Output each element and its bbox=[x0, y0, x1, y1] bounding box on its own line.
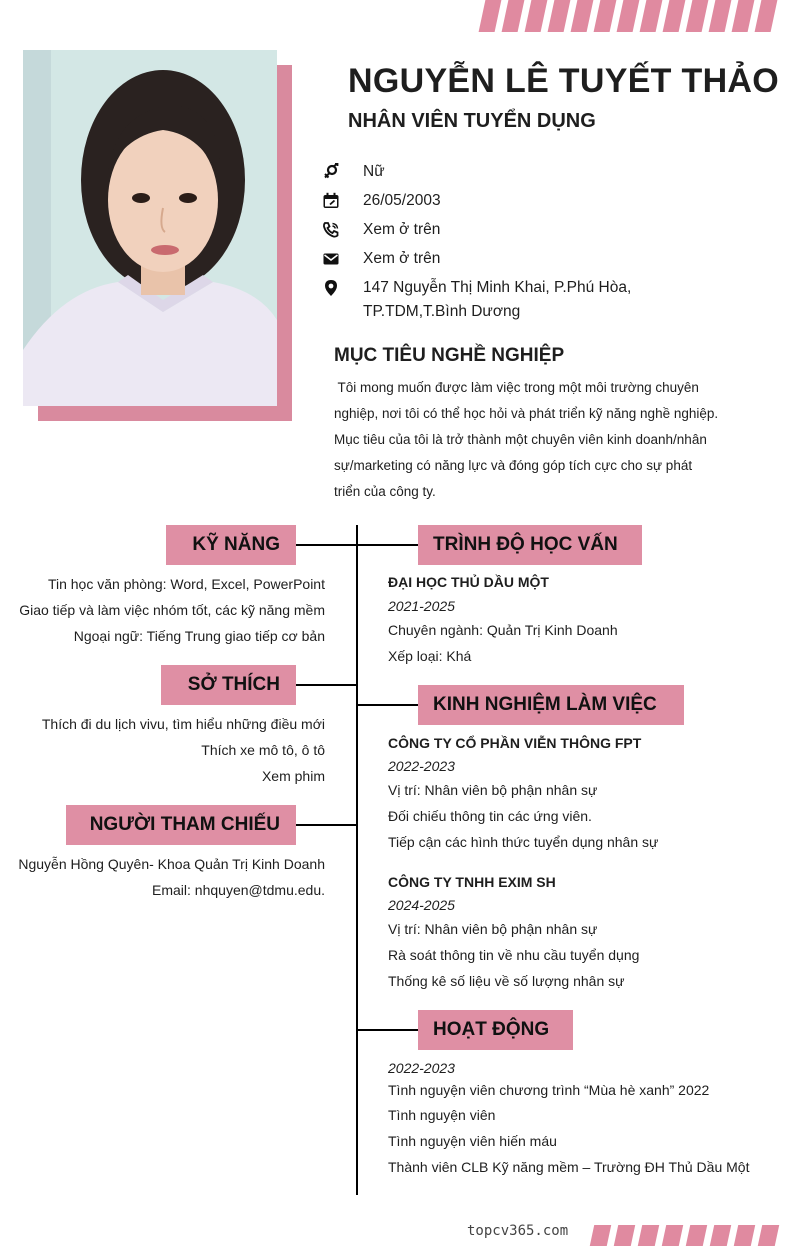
gender-icon bbox=[322, 163, 340, 181]
timeline-spine bbox=[356, 525, 358, 1195]
activities-heading: HOẠT ĐỘNG bbox=[418, 1010, 573, 1050]
job-title: NHÂN VIÊN TUYỂN DỤNG bbox=[348, 110, 596, 132]
job-detail: Thống kê số liệu về số lượng nhân sự bbox=[388, 973, 625, 989]
email-row bbox=[322, 250, 440, 271]
timeline-connector bbox=[357, 704, 418, 706]
objective-line: triển của công ty. bbox=[334, 484, 436, 499]
education-heading: TRÌNH ĐỘ HỌC VẤN bbox=[418, 525, 642, 565]
objective-text bbox=[334, 375, 734, 505]
skill-item: Ngoại ngữ: Tiếng Trung giao tiếp cơ bản bbox=[73, 628, 325, 644]
address-line-1: 147 Nguyễn Thị Minh Khai, P.Phú Hòa, bbox=[363, 279, 632, 296]
hobby-item: Thích đi du lịch vivu, tìm hiểu những điều mới bbox=[41, 716, 325, 732]
timeline-connector bbox=[357, 544, 418, 546]
activity-item: Tình nguyện viên hiến máu bbox=[388, 1133, 557, 1149]
school-name: ĐẠI HỌC THỦ DẦU MỘT bbox=[388, 574, 549, 590]
experience-heading: KINH NGHIỆM LÀM VIỆC bbox=[418, 685, 684, 725]
candidate-name: NGUYỄN LÊ TUYẾT THẢO bbox=[348, 62, 780, 100]
bottom-stripes-decoration bbox=[592, 1225, 777, 1246]
activity-item: Thành viên CLB Kỹ năng mềm – Trường ĐH Thủ Dầu Một bbox=[388, 1159, 750, 1175]
gender-value: Nữ bbox=[363, 163, 385, 180]
email-value: Xem ở trên bbox=[363, 250, 441, 267]
phone-icon bbox=[322, 221, 340, 239]
phone-value: Xem ở trên bbox=[363, 221, 441, 238]
activity-item: Tình nguyện viên bbox=[388, 1107, 496, 1123]
hobby-item: Thích xe mô tô, ô tô bbox=[201, 742, 325, 758]
activity-item: Tình nguyện viên chương trình “Mùa hè xanh” 2022 bbox=[388, 1082, 710, 1098]
activity-period: 2022-2023 bbox=[388, 1060, 455, 1076]
gender-row bbox=[322, 163, 385, 184]
website-watermark: topcv365.com bbox=[467, 1223, 569, 1239]
company-name: CÔNG TY TNHH EXIM SH bbox=[388, 874, 556, 890]
reference-item: Nguyễn Hồng Quyên- Khoa Quản Trị Kinh Doanh bbox=[18, 856, 325, 872]
skill-item: Tin học văn phòng: Word, Excel, PowerPoint bbox=[47, 576, 325, 592]
education-rank: Xếp loại: Khá bbox=[388, 648, 472, 664]
skill-item: Giao tiếp và làm việc nhóm tốt, các kỹ năng mềm bbox=[19, 602, 325, 618]
job-period: 2024-2025 bbox=[388, 897, 455, 913]
address-value bbox=[363, 276, 631, 324]
top-stripes-decoration bbox=[482, 0, 774, 32]
profile-photo bbox=[23, 50, 277, 406]
portrait-illustration bbox=[23, 50, 277, 406]
job-period: 2022-2023 bbox=[388, 758, 455, 774]
location-pin-icon bbox=[322, 279, 340, 297]
objective-line: nghiệp, nơi tôi có thể học hỏi và phát triển kỹ năng nghề nghiệp. bbox=[334, 406, 719, 421]
references-heading: NGƯỜI THAM CHIẾU bbox=[66, 805, 296, 845]
timeline-connector bbox=[296, 544, 357, 546]
job-detail: Rà soát thông tin về nhu cầu tuyển dụng bbox=[388, 947, 640, 963]
company-name: CÔNG TY CỔ PHẦN VIỄN THÔNG FPT bbox=[388, 735, 642, 751]
objective-line: sự/marketing có năng lực và đóng góp tích cực cho sự phát bbox=[334, 458, 693, 473]
birthday-value: 26/05/2003 bbox=[363, 192, 441, 209]
timeline-connector bbox=[357, 1029, 418, 1031]
education-period: 2021-2025 bbox=[388, 598, 455, 614]
birthday-row bbox=[322, 192, 441, 213]
job-detail: Vị trí: Nhân viên bộ phận nhân sự bbox=[388, 921, 598, 937]
address-line-2: TP.TDM,T.Bình Dương bbox=[363, 303, 521, 320]
reference-item: Email: nhquyen@tdmu.edu. bbox=[152, 882, 325, 898]
objective-heading: MỤC TIÊU NGHỀ NGHIỆP bbox=[334, 345, 565, 366]
job-detail: Đối chiếu thông tin các ứng viên. bbox=[388, 808, 592, 824]
calendar-icon bbox=[322, 192, 340, 210]
phone-row bbox=[322, 221, 440, 242]
hobbies-heading: SỞ THÍCH bbox=[161, 665, 296, 705]
education-major: Chuyên ngành: Quản Trị Kinh Doanh bbox=[388, 622, 618, 638]
hobby-item: Xem phim bbox=[261, 768, 325, 784]
objective-line: Mục tiêu của tôi là trở thành một chuyên viên kinh doanh/nhân bbox=[334, 432, 707, 447]
timeline-connector bbox=[296, 824, 357, 826]
job-detail: Vị trí: Nhân viên bộ phận nhân sự bbox=[388, 782, 598, 798]
timeline-connector bbox=[296, 684, 357, 686]
envelope-icon bbox=[322, 250, 340, 268]
objective-line: Tôi mong muốn được làm việc trong một môi trường chuyên bbox=[334, 380, 699, 395]
job-detail: Tiếp cận các hình thức tuyển dụng nhân sự bbox=[388, 834, 659, 850]
skills-heading: KỸ NĂNG bbox=[166, 525, 296, 565]
address-row bbox=[322, 279, 631, 324]
